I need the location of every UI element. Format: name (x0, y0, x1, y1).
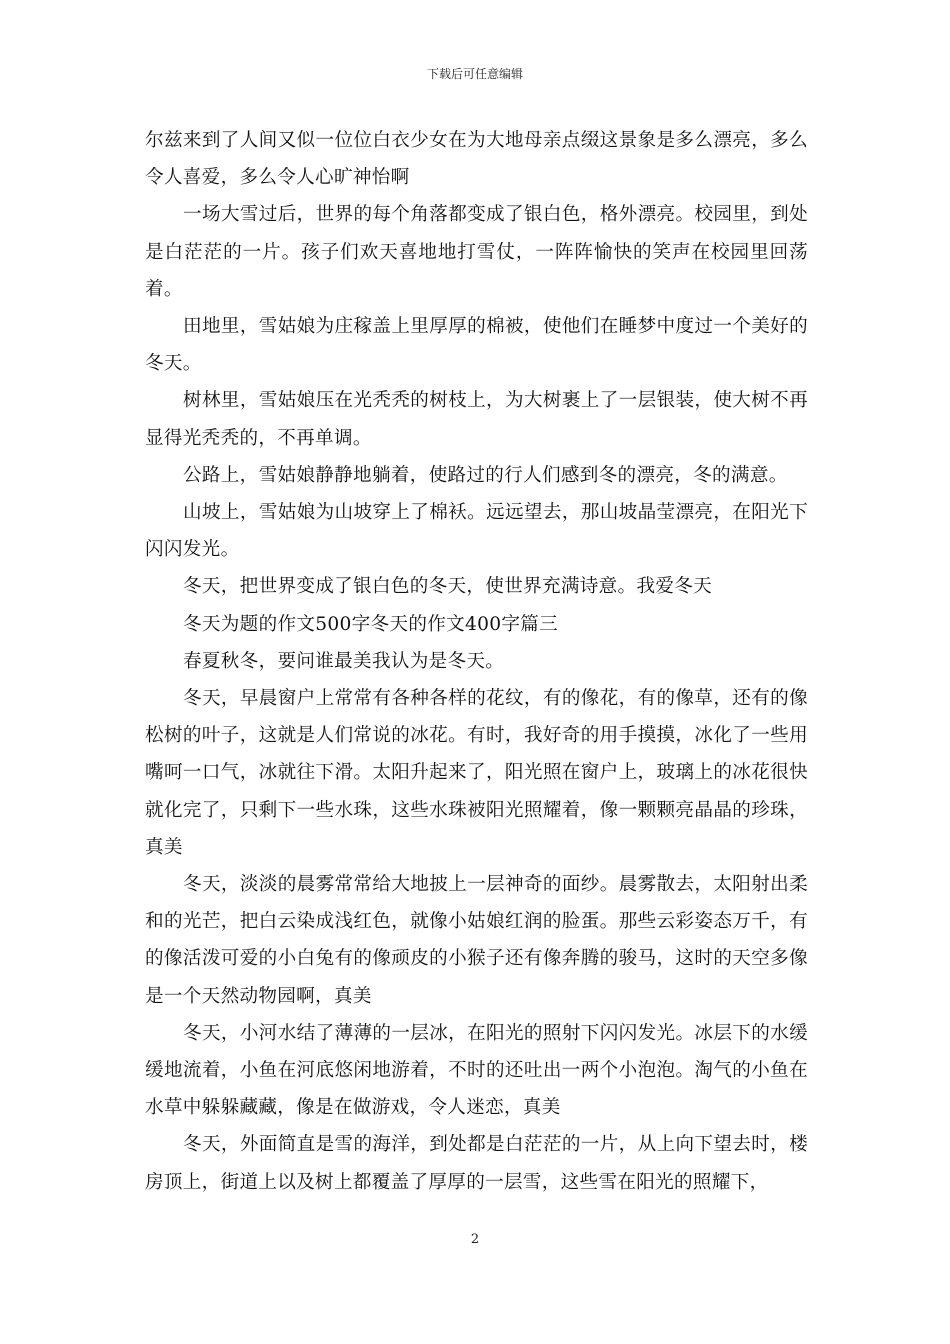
paragraph: 冬天，外面简直是雪的海洋，到处都是白茫茫的一片，从上向下望去时，楼房顶上，街道上以及树上都覆盖了厚厚的一层雪，这些雪在阳光的照耀下， (145, 1134, 808, 1193)
page-number: 2 (470, 1232, 480, 1247)
paragraph: 冬天，淡淡的晨雾常常给大地披上一层神奇的面纱。晨雾散去，太阳射出柔和的光芒，把白云染成浅红色，就像小姑娘红润的脸蛋。那些云彩姿态万千，有的像活泼可爱的小白兔有的像顽皮的小猴子还有像奔腾的骏马，这时的天空多像是一个天然动物园啊，真美 (145, 874, 808, 1007)
section-heading: 冬天为题的作文500字冬天的作文400字篇三 (183, 613, 559, 635)
paragraph: 冬天，早晨窗户上常常有各种各样的花纹，有的像花，有的像草，还有的像松树的叶子，这就是人们常说的冰花。有时，我好奇的用手摸摸，冰化了一些用嘴呵一口气，冰就往下滑。太阳升起来了，阳光照在窗户上，玻璃上的冰花很快就化完了，只剩下一些水珠，这些水珠被阳光照耀着，像一颗颗亮晶晶的珍珠，真美 (145, 688, 808, 858)
document-body (145, 122, 808, 1201)
paragraph: 冬天，把世界变成了银白色的冬天，使世界充满诗意。我爱冬天 (183, 576, 713, 598)
paragraph: 公路上，雪姑娘静静地躺着，使路过的行人们感到冬的漂亮，冬的满意。 (183, 464, 788, 486)
paragraph: 田地里，雪姑娘为庄稼盖上里厚厚的棉被，使他们在睡梦中度过一个美好的冬天。 (145, 316, 808, 375)
page-header: 下载后可任意编辑 (426, 67, 523, 81)
paragraph: 山坡上，雪姑娘为山坡穿上了棉袄。远远望去，那山坡晶莹漂亮，在阳光下闪闪发光。 (145, 502, 808, 561)
paragraph: 冬天，小河水结了薄薄的一层冰，在阳光的照射下闪闪发光。冰层下的水缓缓地流着，小鱼在河底悠闲地游着，不时的还吐出一两个小泡泡。淘气的小鱼在水草中躲躲藏藏，像是在做游戏，令人迷恋，真美 (145, 1022, 808, 1119)
paragraph: 尔兹来到了人间又似一位位白衣少女在为大地母亲点缀这景象是多么漂亮，多么令人喜爱，多么令人心旷神怡啊 (145, 130, 808, 189)
paragraph: 一场大雪过后，世界的每个角落都变成了银白色，格外漂亮。校园里，到处是白茫茫的一片。孩子们欢天喜地地打雪仗，一阵阵愉快的笑声在校园里回荡着。 (145, 204, 808, 300)
paragraph: 春夏秋冬，要问谁最美我认为是冬天。 (183, 650, 505, 672)
paragraph: 树林里，雪姑娘压在光秃秃的树枝上，为大树裹上了一层银装，使大树不再显得光秃秃的，不再单调。 (145, 390, 808, 449)
